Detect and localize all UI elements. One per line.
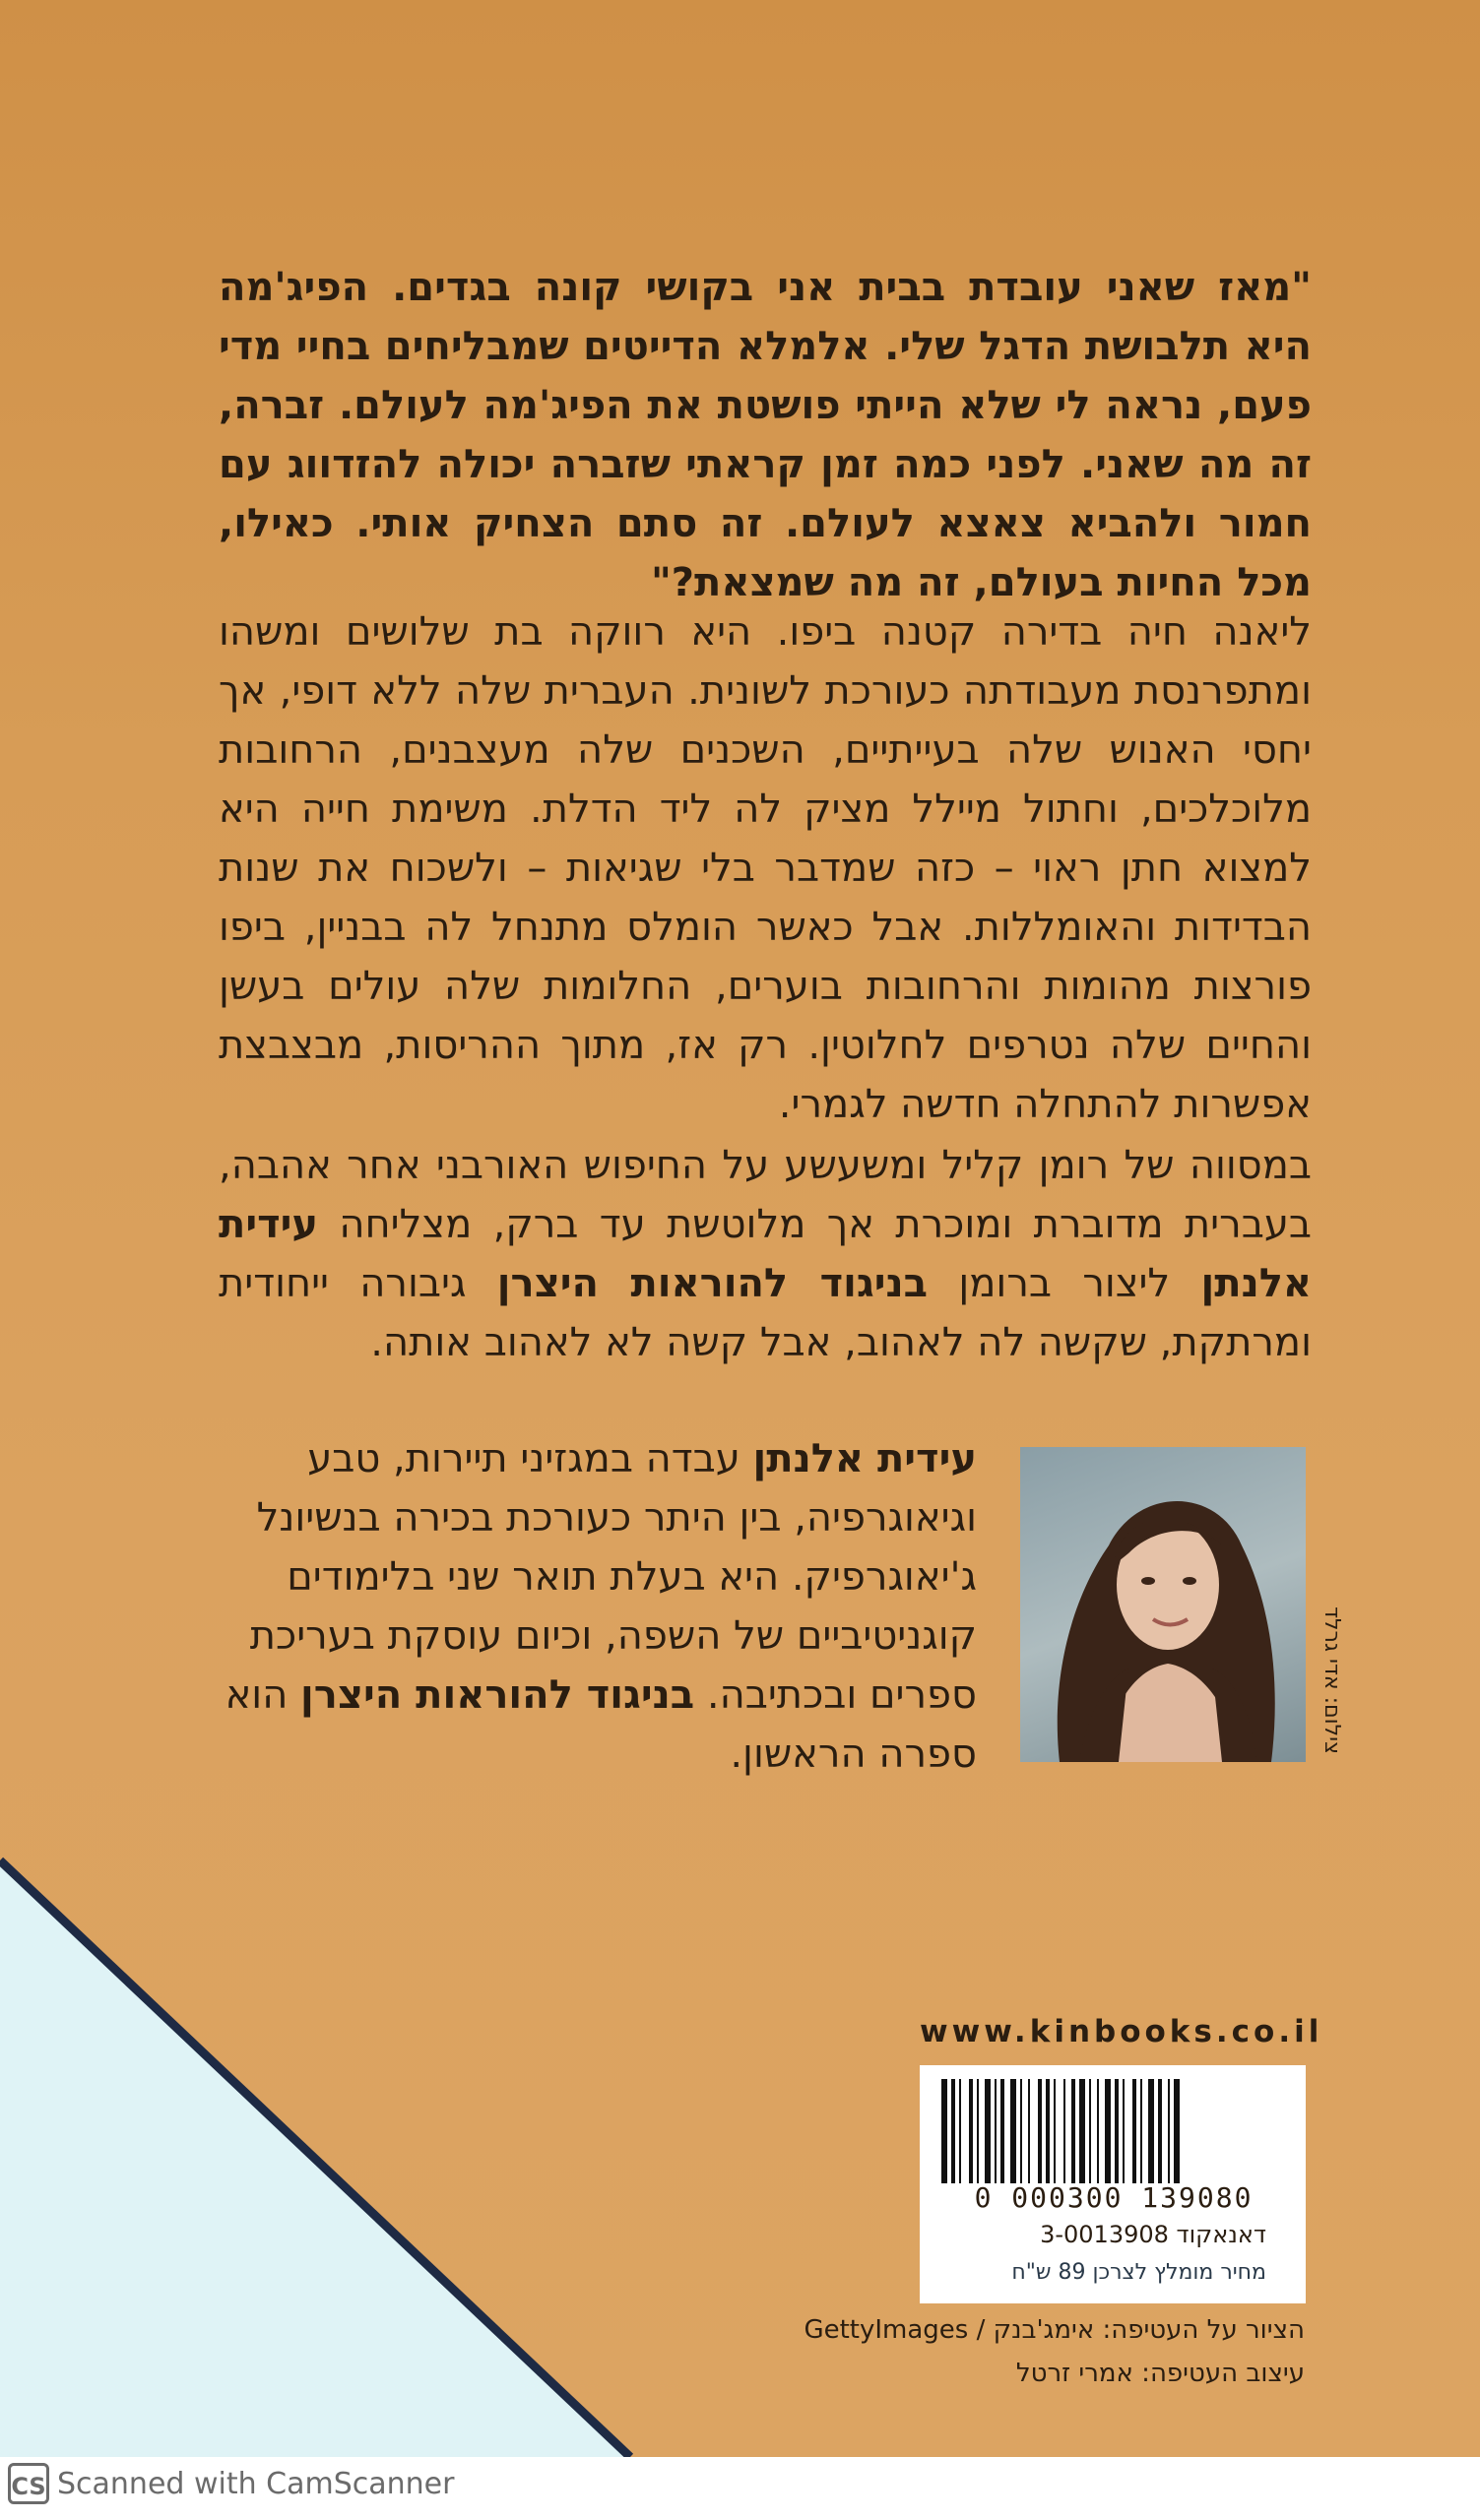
bio-book-title: בניגוד להוראות היצרן	[300, 1672, 695, 1718]
scanner-label: Scanned with CamScanner	[57, 2466, 455, 2501]
blurb-text: גיבורה ייחודית ומרתקת, שקשה לה לאהוב, אבל קשה לא לאהוב אותה.	[219, 1261, 1312, 1365]
opening-quote: "מאז שאני עובדת בבית אני בקושי קונה בגדים. הפיג'מה היא תלבושת הדגל שלי. אלמלא הדייטים שמבליחים בחיי מדי פעם, נראה לי שלא הייתי פושטת את הפיג'מה לעולם. זברה, זה מה שאני. לפני כמה זמן קראתי שזברה יכולה להזדווג עם חמור ולהביא צאצא לעולם. זה סתם הצחיק אותי. כאילו, מכל החיות בעולם, זה מה שמצאת?"	[219, 265, 1312, 605]
bio-text: הוא ספרה הראשון.	[225, 1672, 977, 1777]
cover-design-credit: עיצוב העטיפה: אמרי זרטל	[1015, 2359, 1305, 2388]
barcode-icon	[939, 2079, 1286, 2183]
author-photo	[1020, 1447, 1306, 1762]
barcode-digits: 0 000300 139080	[974, 2181, 1254, 2214]
publisher-url[interactable]: www.kinbooks.co.il	[920, 2014, 1323, 2049]
recommended-price: מחיר מומלץ לצרכן 89 ש"ח	[1011, 2260, 1266, 2285]
photo-credit: צילום: אדי גרלד	[1319, 1606, 1344, 1755]
blurb-author-name: עידית אלנתן	[219, 1202, 1313, 1306]
camscanner-logo-icon: CS	[8, 2463, 49, 2504]
author-bio	[219, 1429, 977, 1784]
blurb-paragraph	[219, 1136, 1312, 1372]
cover-illustration-credit: הציור על העטיפה: אימג'בנק / GettyImages	[804, 2315, 1305, 2345]
blurb-text: במסווה של רומן קליל ומשעשע על החיפוש האורבני אחר אהבה, בעברית מדוברת ומוכרת אך מלוטשת עד ברק, מצליחה	[219, 1143, 1312, 1247]
bio-author-name: עידית אלנתן	[752, 1436, 977, 1481]
blurb-text: ליצור ברומן	[928, 1261, 1201, 1306]
scanner-watermark	[8, 2463, 454, 2504]
blurb-book-title: בניגוד להוראות היצרן	[496, 1261, 929, 1306]
barcode-label	[920, 2065, 1306, 2303]
danacode-number: דאנאקוד 3-0013908	[1040, 2221, 1266, 2248]
synopsis-paragraph: ליאנה חיה בדירה קטנה ביפו. היא רווקה בת שלושים ומשהו ומתפרנסת מעבודתה כעורכת לשונית. העברית שלה ללא דופי, אך יחסי האנוש שלה בעייתיים, השכנים שלה מעצבנים, הרחובות מלוכלכים, וחתול מיילל מציק לה ליד הדלת. משימת חייה היא למצוא חתן ראוי – כזה שמדבר בלי שגיאות – ולשכוח את שנות הבדידות והאומללות. אבל כאשר הומלס מתנחל לה בבניין, ביפו פורצות מהומות והרחובות בוערים, החלומות שלה עולים בעשן והחיים שלה נטרפים לחלוטין. רק אז, מתוך ההריסות, מבצבצת אפשרות להתחלה חדשה לגמרי.	[219, 609, 1312, 1127]
bio-text: עבדה במגזיני תיירות, טבע וגיאוגרפיה, בין היתר כעורכת בכירה בנשיונל ג'יאוגרפיק. היא בעלת תואר שני בלימודים קוגניטיביים של השפה, וכיום עוסקת בעריכת ספרים ובכתיבה.	[249, 1436, 977, 1718]
